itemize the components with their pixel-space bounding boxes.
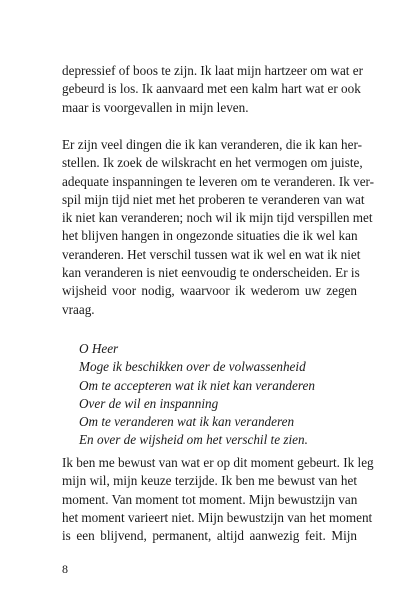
text-line: vraag. bbox=[62, 301, 95, 317]
poem-line: O Heer bbox=[79, 341, 119, 356]
text-line: kan veranderen is niet eenvoudig te onderscheiden. Er is bbox=[62, 265, 360, 281]
text-line: mijn wil, mijn keuze terzijde. Ik ben me bewust van het bbox=[62, 473, 357, 489]
text-line: adequate inspanningen te leveren om te veranderen. Ik ver- bbox=[62, 173, 375, 189]
page-number: 8 bbox=[62, 562, 68, 576]
poem-line: Moge ik beschikken over de volwassenheid bbox=[79, 359, 306, 375]
poem-line: Over de wil en inspanning bbox=[79, 395, 219, 411]
text-line: maar is voorgevallen in mijn leven. bbox=[62, 99, 249, 115]
poem-line: Om te veranderen wat ik kan veranderen bbox=[79, 414, 295, 430]
text-line: het moment varieert niet. Mijn bewustzijn van het moment bbox=[62, 509, 373, 525]
text-line: het blijven hangen in ongezonde situaties die ik wel kan bbox=[62, 228, 358, 244]
text-line: moment. Van moment tot moment. Mijn bewustzijn van bbox=[62, 491, 358, 507]
text-line: veranderen. Het verschil tussen wat ik wel en wat ik niet bbox=[62, 246, 361, 262]
text-line: spil mijn tijd niet met het proberen te veranderen van wat bbox=[62, 191, 365, 207]
text-line: is een blijvend, permanent, altijd aanwezig feit. Mijn bbox=[62, 528, 357, 544]
text-line: stellen. Ik zoek de wilskracht en het vermogen om juiste, bbox=[62, 155, 363, 171]
poem-line: Om te accepteren wat ik niet kan veranderen bbox=[79, 377, 315, 393]
prayer-poem bbox=[62, 340, 357, 450]
text-line: wijsheid voor nodig, waarvoor ik wederom uw zegen bbox=[62, 283, 357, 299]
paragraph-3 bbox=[62, 454, 374, 545]
text-line: ik niet kan veranderen; noch wil ik mijn tijd verspillen met bbox=[62, 210, 373, 226]
poem-line: En over de wijsheid om het verschil te zien. bbox=[79, 432, 308, 448]
text-line: gebeurd is los. Ik aanvaard met een kalm hart wat er ook bbox=[62, 81, 361, 97]
paragraph-1 bbox=[62, 62, 364, 117]
text-line: Er zijn veel dingen die ik kan veranderen, die ik kan her- bbox=[62, 137, 362, 152]
text-line: depressief of boos te zijn. Ik laat mijn hartzeer om wat er bbox=[62, 63, 364, 78]
paragraph-2 bbox=[62, 136, 375, 319]
text-line: Ik ben me bewust van wat er op dit moment gebeurt. Ik leg bbox=[62, 455, 374, 470]
